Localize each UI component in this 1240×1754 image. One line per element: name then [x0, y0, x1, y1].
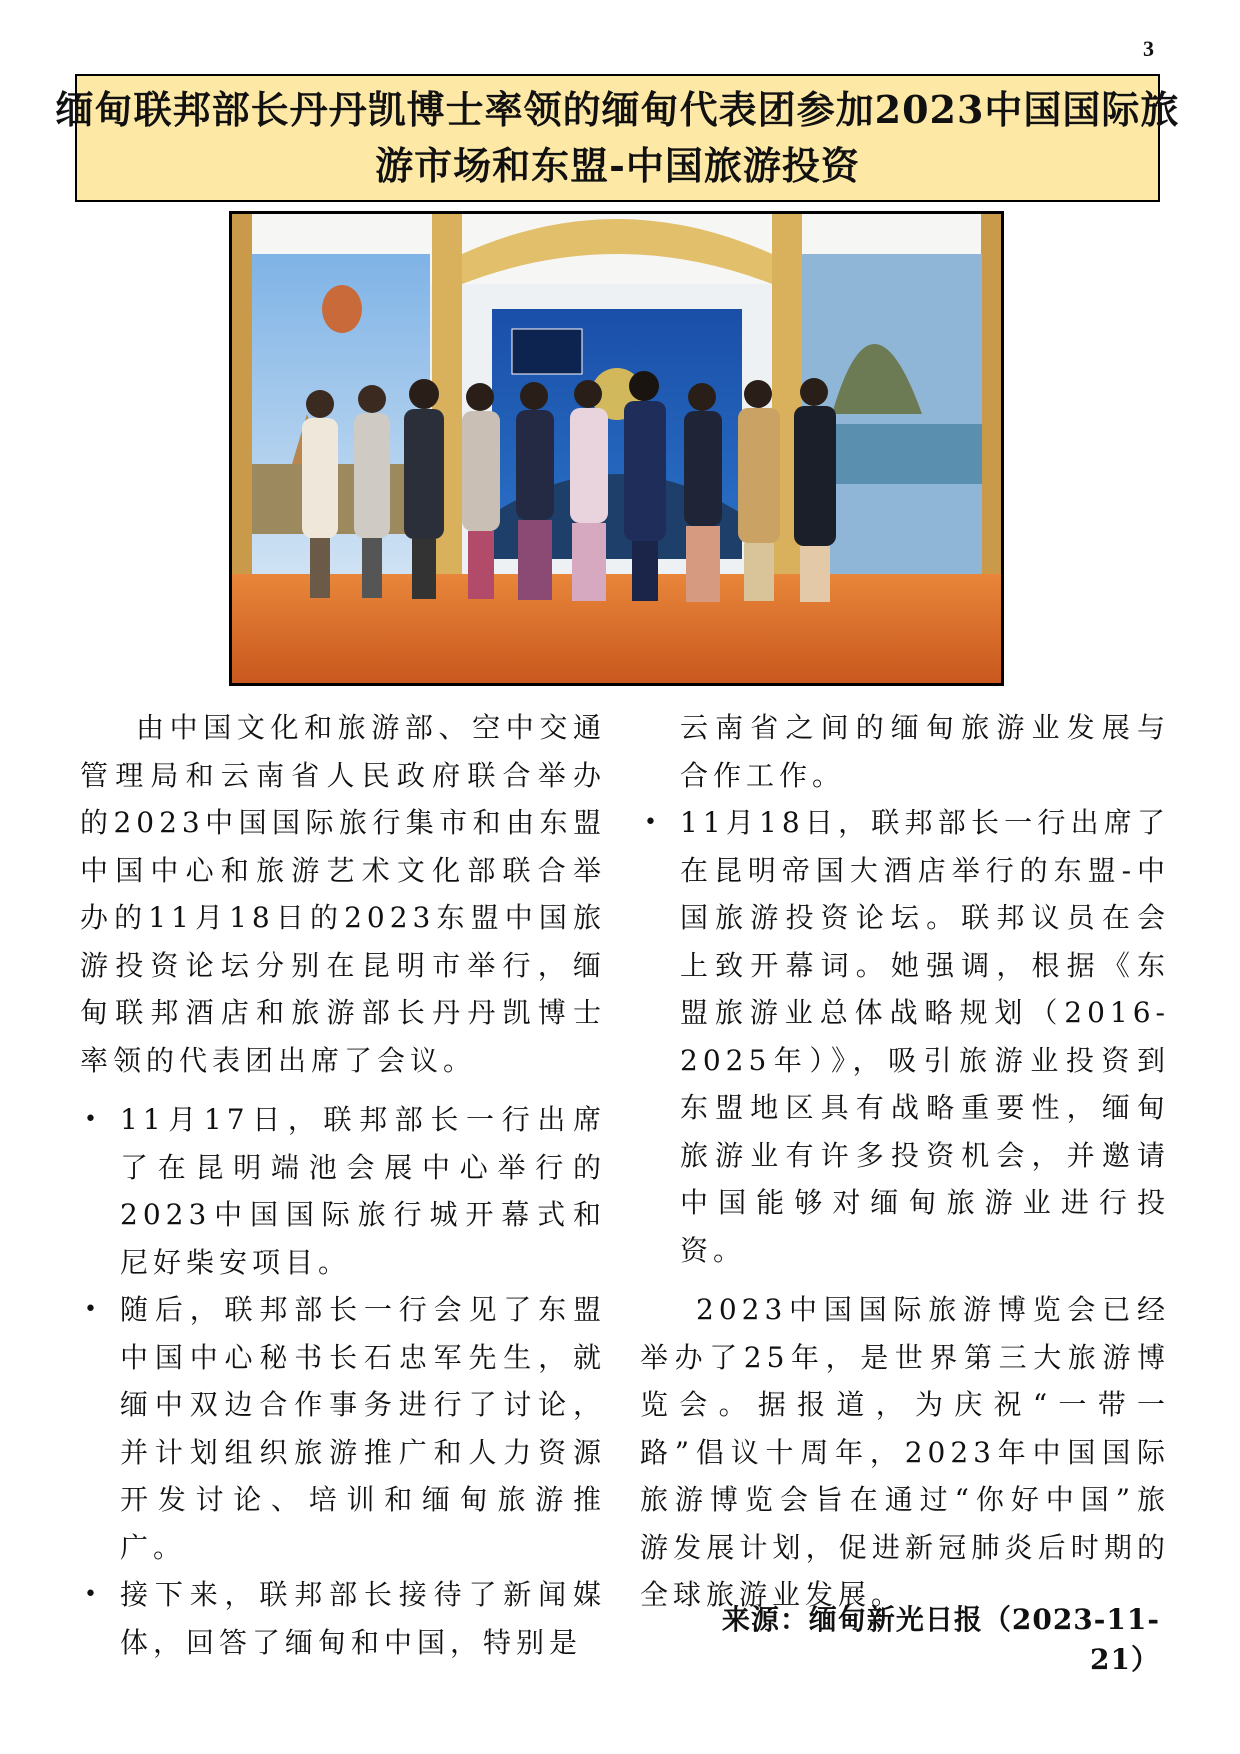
headline-box — [55, 74, 1180, 202]
continuation-item — [640, 704, 1170, 799]
right-column — [640, 704, 1170, 1619]
bullet-item — [80, 1096, 606, 1286]
bullet-dot-icon: • — [84, 1297, 102, 1322]
bullet-dot-icon: • — [84, 1582, 102, 1607]
delegation-photo — [229, 211, 1004, 686]
closing-paragraph: 2023中国国际旅游博览会已经举办了25年，是世界第三大旅游博览会。据报道，为庆祝“一带一路”倡议十周年，2023年中国国际旅游博览会旨在通过“你好中国”旅游发展计划，促进新冠肺炎后时期的全球旅游业发展。 — [640, 1293, 1170, 1611]
bullet-text: 随后，联邦部长一行会见了东盟中国中心秘书长石忠军先生，就缅中双边合作事务进行了讨论，并计划组织旅游推广和人力资源开发讨论、培训和缅甸旅游推广。 — [120, 1293, 606, 1564]
bullet-dot-icon: • — [644, 810, 662, 835]
continuation-text: 云南省之间的缅甸旅游业发展与合作工作。 — [680, 711, 1170, 792]
bullet-item — [80, 1286, 606, 1571]
bullet-item — [80, 1571, 606, 1666]
bullet-text: 11月17日，联邦部长一行出席了在昆明端池会展中心举行的2023中国国际旅行城开幕式和尼好柴安项目。 — [120, 1103, 606, 1279]
left-bullet-list — [80, 1096, 606, 1666]
delegation-photo-illustration — [232, 214, 1001, 683]
headline-line-2: 游市场和东盟-中国旅游投资 — [375, 143, 860, 188]
page-number: 3 — [1143, 36, 1154, 61]
source-credit: 来源：缅甸新光日报（2023-11-21） — [721, 1603, 1160, 1676]
bullet-text: 接下来，联邦部长接待了新闻媒体，回答了缅甸和中国，特别是 — [120, 1578, 606, 1659]
bullet-dot-icon: • — [84, 1107, 102, 1132]
intro-paragraph: 由中国文化和旅游部、空中交通管理局和云南省人民政府联合举办的2023中国国际旅行集市和由东盟中国中心和旅游艺术文化部联合举办的11月18日的2023东盟中国旅游投资论坛分别在昆明市举行，缅甸联邦酒店和旅游部长丹丹凯博士率领的代表团出席了会议。 — [80, 711, 606, 1077]
left-column — [80, 704, 606, 1666]
bullet-item — [640, 799, 1170, 1274]
right-continuation — [640, 704, 1170, 1274]
headline-line-1: 缅甸联邦部长丹丹凯博士率领的缅甸代表团参加2023中国国际旅 — [55, 87, 1180, 132]
bullet-text: 11月18日，联邦部长一行出席了在昆明帝国大酒店举行的东盟-中国旅游投资论坛。联邦议员在会上致开幕词。她强调，根据《东盟旅游业总体战略规划（2016-2025年）》，吸引旅游业投资到东盟地区具有战略重要性，缅甸旅游业有许多投资机会，并邀请中国能够对缅甸旅游业进行投资。 — [680, 806, 1170, 1267]
